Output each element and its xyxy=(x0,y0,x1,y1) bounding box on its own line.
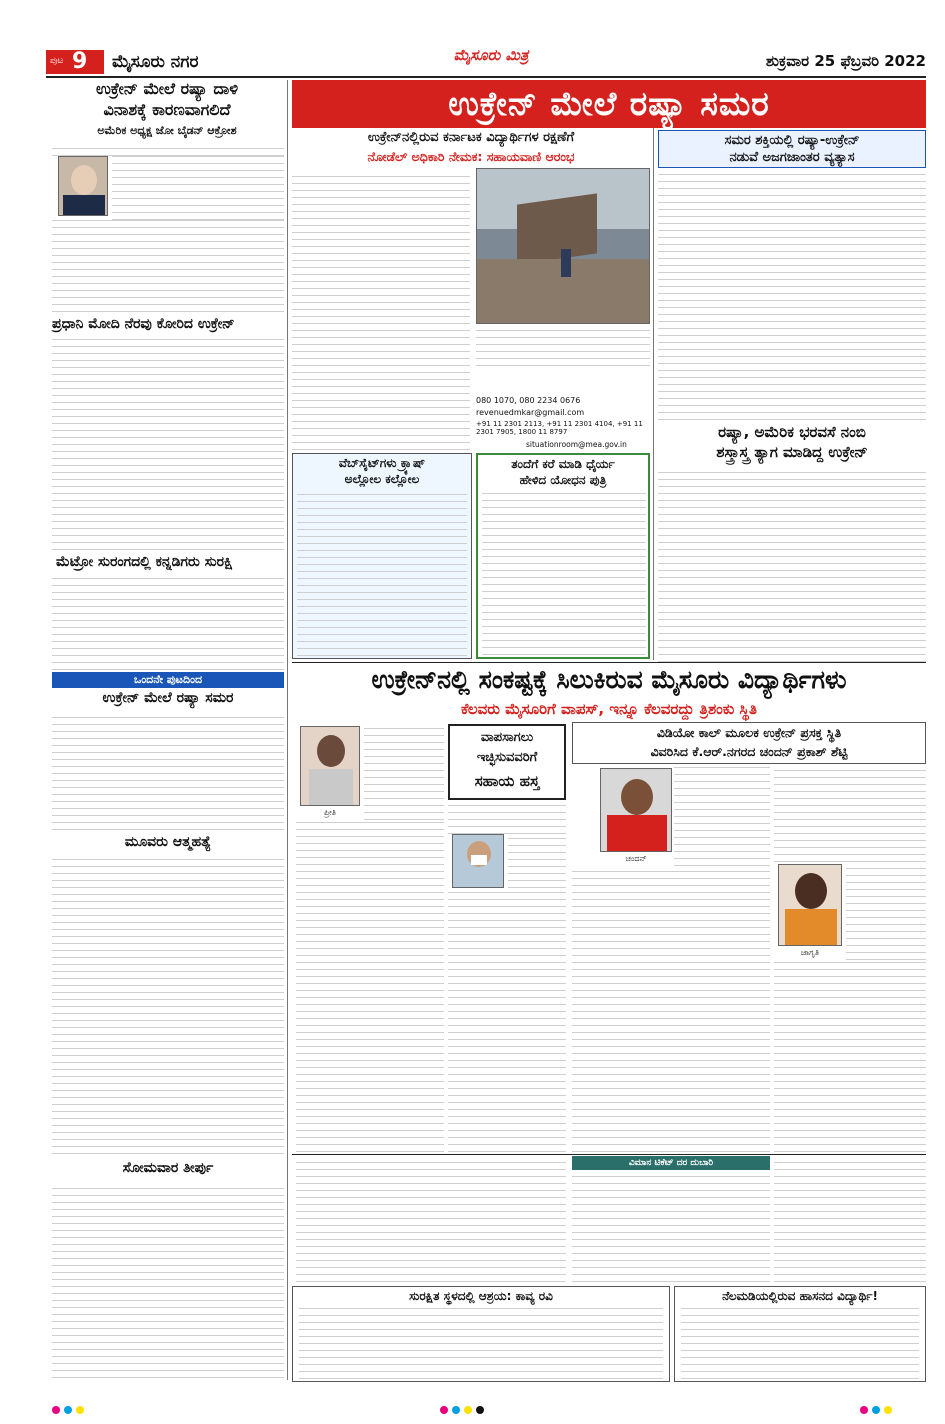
left-column-divider xyxy=(287,80,288,1380)
right-story1-title-line2: ನಡುವೆ ಅಜಗಜಾಂತರ ವ್ಯತ್ಯಾಸ xyxy=(729,150,855,165)
right-column-divider xyxy=(653,128,654,660)
section-name: ಮೈಸೂರು ನಗರ xyxy=(112,52,199,72)
left-story1-text-b xyxy=(52,220,284,312)
center-story-text-col1 xyxy=(292,170,470,366)
soldier-text xyxy=(482,493,646,655)
band-label: ಒಂದನೇ ಪುಟದಿಂದ xyxy=(133,673,203,686)
photo4-caption: ಜಾಗೃತಿ xyxy=(800,948,820,957)
video-title-line2: ವಿವರಿಸಿದ ಕೆ.ಆರ್.ನಗರದ ಚಂದನ್ ಪ್ರಕಾಶ್ ಶೆಟ್ಟಿ xyxy=(650,744,848,759)
bottom-story2-text xyxy=(681,1307,919,1379)
banner-headline: ಉಕ್ರೇನ್ ಮೇಲೆ ರಷ್ಯಾ ಸಮರ xyxy=(448,84,770,123)
bottom-story1-text xyxy=(299,1307,663,1379)
center-story-subtitle: ನೋಡೆಲ್ ಅಧಿಕಾರಿ ನೇಮಕ: ಸಹಾಯವಾಣಿ ಆರಂಭ xyxy=(367,149,575,164)
main-banner xyxy=(292,80,926,128)
bottom-story1-box xyxy=(292,1286,670,1382)
helpline-numbers: 080 1070, 080 2234 0676 xyxy=(476,396,581,405)
center-story-text-col2 xyxy=(292,366,470,450)
video-title-box xyxy=(572,722,926,764)
left-story5-title: ಮೂವರು ಆತ್ಮಹತ್ಯೆ xyxy=(124,834,212,850)
soldier-title-line1: ತಂದೆಗೆ ಕರೆ ಮಾಡಿ ಧೈರ್ಯ xyxy=(511,457,615,471)
left-story1-text xyxy=(52,142,284,156)
mysore-bottom-rule xyxy=(292,1154,926,1155)
right-story1-title-line1: ಸಮರ ಶಕ್ತಿಯಲ್ಲಿ ರಷ್ಯಾ-ಉಕ್ರೇನ್ xyxy=(724,133,860,148)
right-story2-title-line1: ರಷ್ಯಾ, ಅಮೆರಿಕ ಭರವಸೆ ನಂಬಿ xyxy=(718,423,866,441)
soldier-box xyxy=(476,453,650,659)
web-crash-box xyxy=(292,453,472,659)
biden-photo xyxy=(58,156,108,216)
masthead xyxy=(46,48,926,74)
left-story6-text xyxy=(52,1182,284,1378)
video-text-col2c xyxy=(774,960,926,1152)
official-photo xyxy=(452,834,504,888)
left-story3-text xyxy=(52,576,284,670)
left-story1-text-wrap xyxy=(112,156,284,220)
right-story2-text xyxy=(658,466,926,662)
photo1-caption: ಪ್ರೀತಿ xyxy=(323,808,337,817)
video-text-col2a xyxy=(774,766,926,862)
left-story1-title-line1: ಉಕ್ರೇನ್ ಮೇಲೆ ರಷ್ಯಾ ದಾಳಿ xyxy=(95,79,239,98)
mysore-text-bottom3 xyxy=(774,1156,926,1282)
help-text-a xyxy=(448,804,566,834)
page-number: 9 xyxy=(72,49,88,74)
help-box xyxy=(448,724,566,800)
mea-email: situationroom@mea.gov.in xyxy=(526,440,627,449)
left-continued-band xyxy=(52,672,284,688)
left-story1-title-line2: ವಿನಾಶಕ್ಕೆ ಕಾರಣವಾಗಲಿದೆ xyxy=(103,100,231,119)
mysore-text-col1b xyxy=(296,820,444,1152)
video-title-line1: ವಿಡಿಯೋ ಕಾಲ್ ಮೂಲಕ ಉಕ್ರೇನ್ ಪ್ರಸಕ್ತ ಸ್ಥಿತಿ xyxy=(656,725,842,740)
left-story6-title: ಸೋಮವಾರ ತೀರ್ಪು xyxy=(122,1160,214,1176)
photo3-caption: ಚಂದನ್ xyxy=(625,854,647,863)
bottom-story2-box xyxy=(674,1286,926,1382)
registration-marks xyxy=(0,1404,945,1416)
web-title-line2: ಅಲ್ಲೋಲ ಕಲ್ಲೋಲ xyxy=(344,472,420,486)
right-story1-text xyxy=(658,170,926,420)
paper-logo: ಮೈಸೂರು ಮಿತ್ರ xyxy=(453,46,529,64)
center-story-title: ಉಕ್ರೇನ್‌ನಲ್ಲಿರುವ ಕರ್ನಾಟಕ ವಿದ್ಯಾರ್ಥಿಗಳ ರಕ್ಷಣೆಗೆ xyxy=(367,130,575,145)
soldier-title-line2: ಹೇಳಿದ ಯೋಧನ ಪುತ್ರಿ xyxy=(519,473,607,487)
video-text-col1a xyxy=(674,766,770,866)
help-text-b xyxy=(508,834,566,888)
left-story1-subtitle: ಅಮೆರಿಕ ಅಧ್ಯಕ್ಷ ಜೋ ಬೈಡನ್ ಆಕ್ರೋಶ xyxy=(97,124,237,137)
masthead-rule xyxy=(46,76,926,78)
video-text-col2b xyxy=(846,864,926,960)
student-photo-chandan xyxy=(600,768,672,852)
help-text-c xyxy=(448,890,566,1152)
mea-numbers: +91 11 2301 2113, +91 11 2301 4104, +91 11 2301 7905, 1800 11 8797 xyxy=(476,420,643,437)
page-number-badge xyxy=(46,50,104,74)
mysore-band-label: ವಿಮಾನ ಟಿಕೆಟ್ ದರ ದುಬಾರಿ xyxy=(628,1158,714,1168)
left-story4-text xyxy=(52,712,284,830)
left-story3-title: ಮೆಟ್ರೋ ಸುರಂಗದಲ್ಲಿ ಕನ್ನಡಿಗರು ಸುರಕ್ಷಿ xyxy=(56,554,233,570)
left-story4-title: ಉಕ್ರೇನ್ ಮೇಲೆ ರಷ್ಯಾ ಸಮರ xyxy=(102,690,234,706)
mysore-headline: ಉಕ್ರೇನ್‌ನಲ್ಲಿ ಸಂಕಷ್ಟಕ್ಕೆ ಸಿಲುಕಿರುವ ಮೈಸೂರು ವಿದ್ಯಾರ್ಥಿಗಳು xyxy=(371,665,847,694)
help-title-line1: ವಾಪಸಾಗಲು xyxy=(480,730,534,745)
photo-caption xyxy=(476,326,650,366)
help-title-line3: ಸಹಾಯ ಹಸ್ತ xyxy=(474,772,540,790)
page-label: ಪುಟ xyxy=(50,56,64,66)
web-text xyxy=(297,492,467,656)
mysore-text-bottom2 xyxy=(572,1172,770,1282)
mysore-subheadline: ಕೆಲವರು ಮೈಸೂರಿಗೆ ವಾಪಸ್, ಇನ್ನೂ ಕೆಲವರದ್ದು ತ್ರಿಶಂಕು ಸ್ಥಿತಿ xyxy=(461,700,757,718)
left-story5-text xyxy=(52,856,284,1154)
student-photo-1 xyxy=(300,726,360,806)
student-photo-girl xyxy=(778,864,842,946)
section-rule xyxy=(292,662,926,663)
video-text-col1b xyxy=(572,866,770,1152)
right-story2-title-line2: ಶಸ್ತ್ರಾಸ್ತ್ರ ತ್ಯಾಗ ಮಾಡಿದ್ದ ಉಕ್ರೇನ್ xyxy=(716,443,868,461)
rubble-photo xyxy=(476,168,650,324)
mysore-text-bottom1 xyxy=(296,1156,566,1282)
help-title-line2: ಇಚ್ಛಿಸುವವರಿಗೆ xyxy=(476,750,538,765)
issue-date: ಶುಕ್ರವಾರ 25 ಫೆಬ್ರವರಿ 2022 xyxy=(765,52,926,70)
bottom-story2-title: ನೆಲಮಡಿಯಲ್ಲಿರುವ ಹಾಸನದ ವಿದ್ಯಾರ್ಥಿ! xyxy=(722,1289,878,1303)
left-story2-title: ಪ್ರಧಾನಿ ಮೋದಿ ನೆರವು ಕೋರಿದ ಉಕ್ರೇನ್ xyxy=(52,316,235,332)
mysore-continued-band xyxy=(572,1156,770,1170)
bottom-story1-title: ಸುರಕ್ಷಿತ ಸ್ಥಳದಲ್ಲಿ ಆಶ್ರಯ: ಕಾವ್ಯ ರವಿ xyxy=(409,1289,553,1303)
right-story1-header xyxy=(658,130,926,168)
left-story2-text xyxy=(52,338,284,550)
web-title-line1: ವೆಬ್‌ಸೈಟ್‌ಗಳು ಕ್ರ್ಯಾಷ್ xyxy=(338,456,426,470)
mysore-text-col1a xyxy=(364,724,444,820)
helpline-email: revenuedmkar@gmail.com xyxy=(476,408,585,417)
